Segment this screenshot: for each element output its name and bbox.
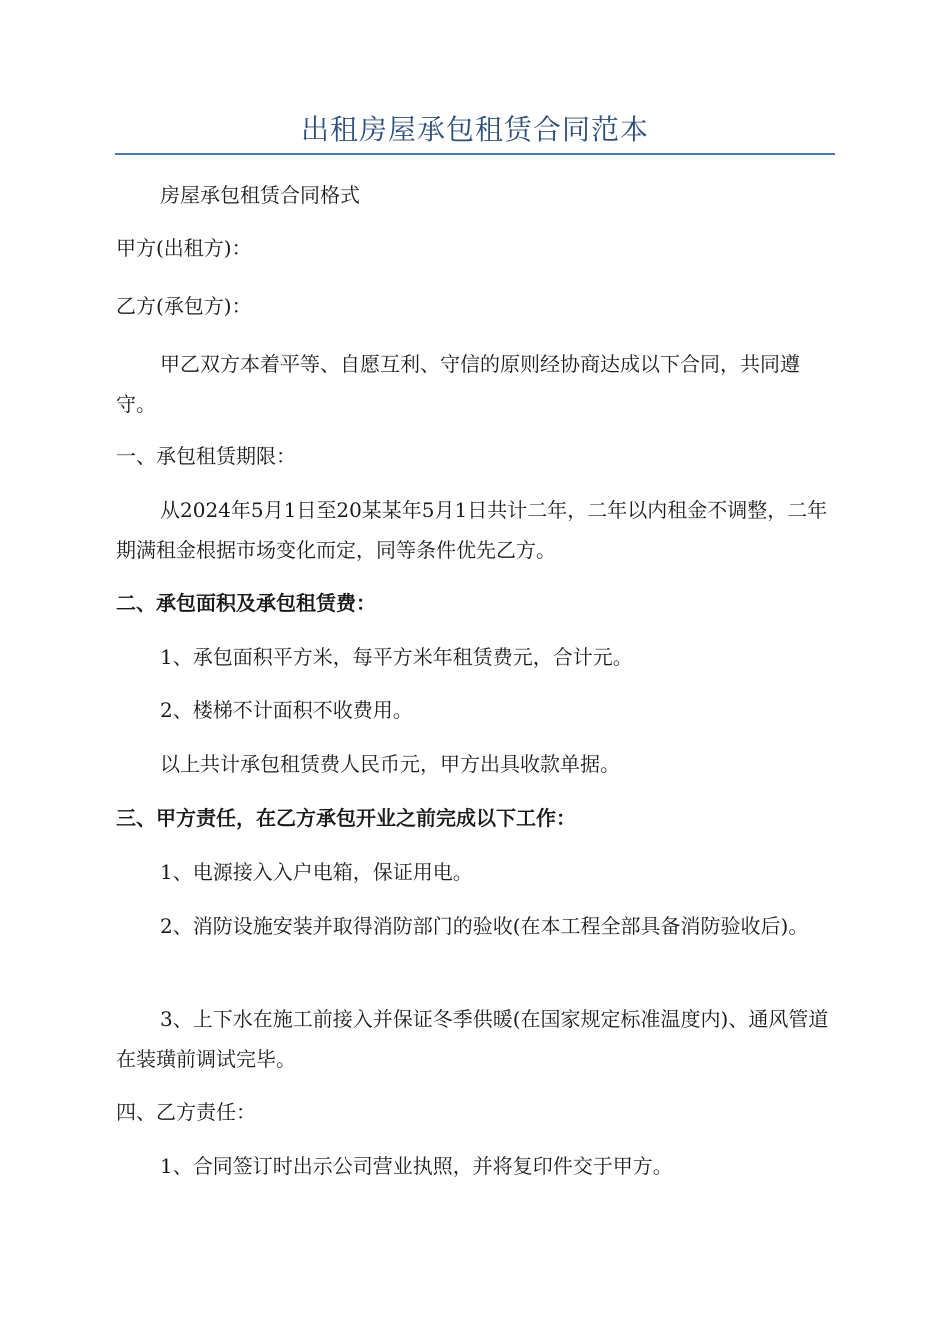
paragraph-preamble: 甲乙双方本着平等、自愿互利、守信的原则经协商达成以下合同，共同遵守。 [116, 352, 800, 416]
paragraph-power: 1、电源接入入户电箱，保证用电。 [160, 860, 473, 884]
paragraph-total: 以上共计承包租赁费人民币元，甲方出具收款单据。 [160, 752, 620, 776]
paragraph-party-a: 甲方(出租方)： [116, 236, 252, 260]
section-heading-3: 三、甲方责任，在乙方承包开业之前完成以下工作： [116, 806, 576, 830]
paragraph-format-heading: 房屋承包租赁合同格式 [160, 183, 360, 207]
section-heading-4: 四、乙方责任： [116, 1100, 256, 1124]
paragraph-fire: 2、消防设施安装并取得消防部门的验收(在本工程全部具备消防验收后)。 [160, 914, 809, 938]
paragraph-license: 1、合同签订时出示公司营业执照，并将复印件交于甲方。 [160, 1154, 673, 1178]
section-heading-2: 二、承包面积及承包租赁费： [116, 591, 376, 615]
paragraph-water-heating: 3、上下水在施工前接入并保证冬季供暖(在国家规定标准温度内)、通风管道在装璜前调试完毕。 [116, 1007, 829, 1071]
paragraph-area-fee: 1、承包面积平方米，每平方米年租赁费元，合计元。 [160, 645, 633, 669]
page-title: 出租房屋承包租赁合同范本 [300, 113, 649, 146]
title-underline [115, 153, 835, 155]
paragraph-term: 从2024年5月1日至20某某年5月1日共计二年，二年以内租金不调整，二年期满租金根据市场变化而定，同等条件优先乙方。 [116, 498, 828, 562]
section-heading-1: 一、承包租赁期限： [116, 444, 296, 468]
paragraph-party-b: 乙方(承包方)： [116, 294, 252, 318]
paragraph-stairs: 2、楼梯不计面积不收费用。 [160, 698, 413, 722]
